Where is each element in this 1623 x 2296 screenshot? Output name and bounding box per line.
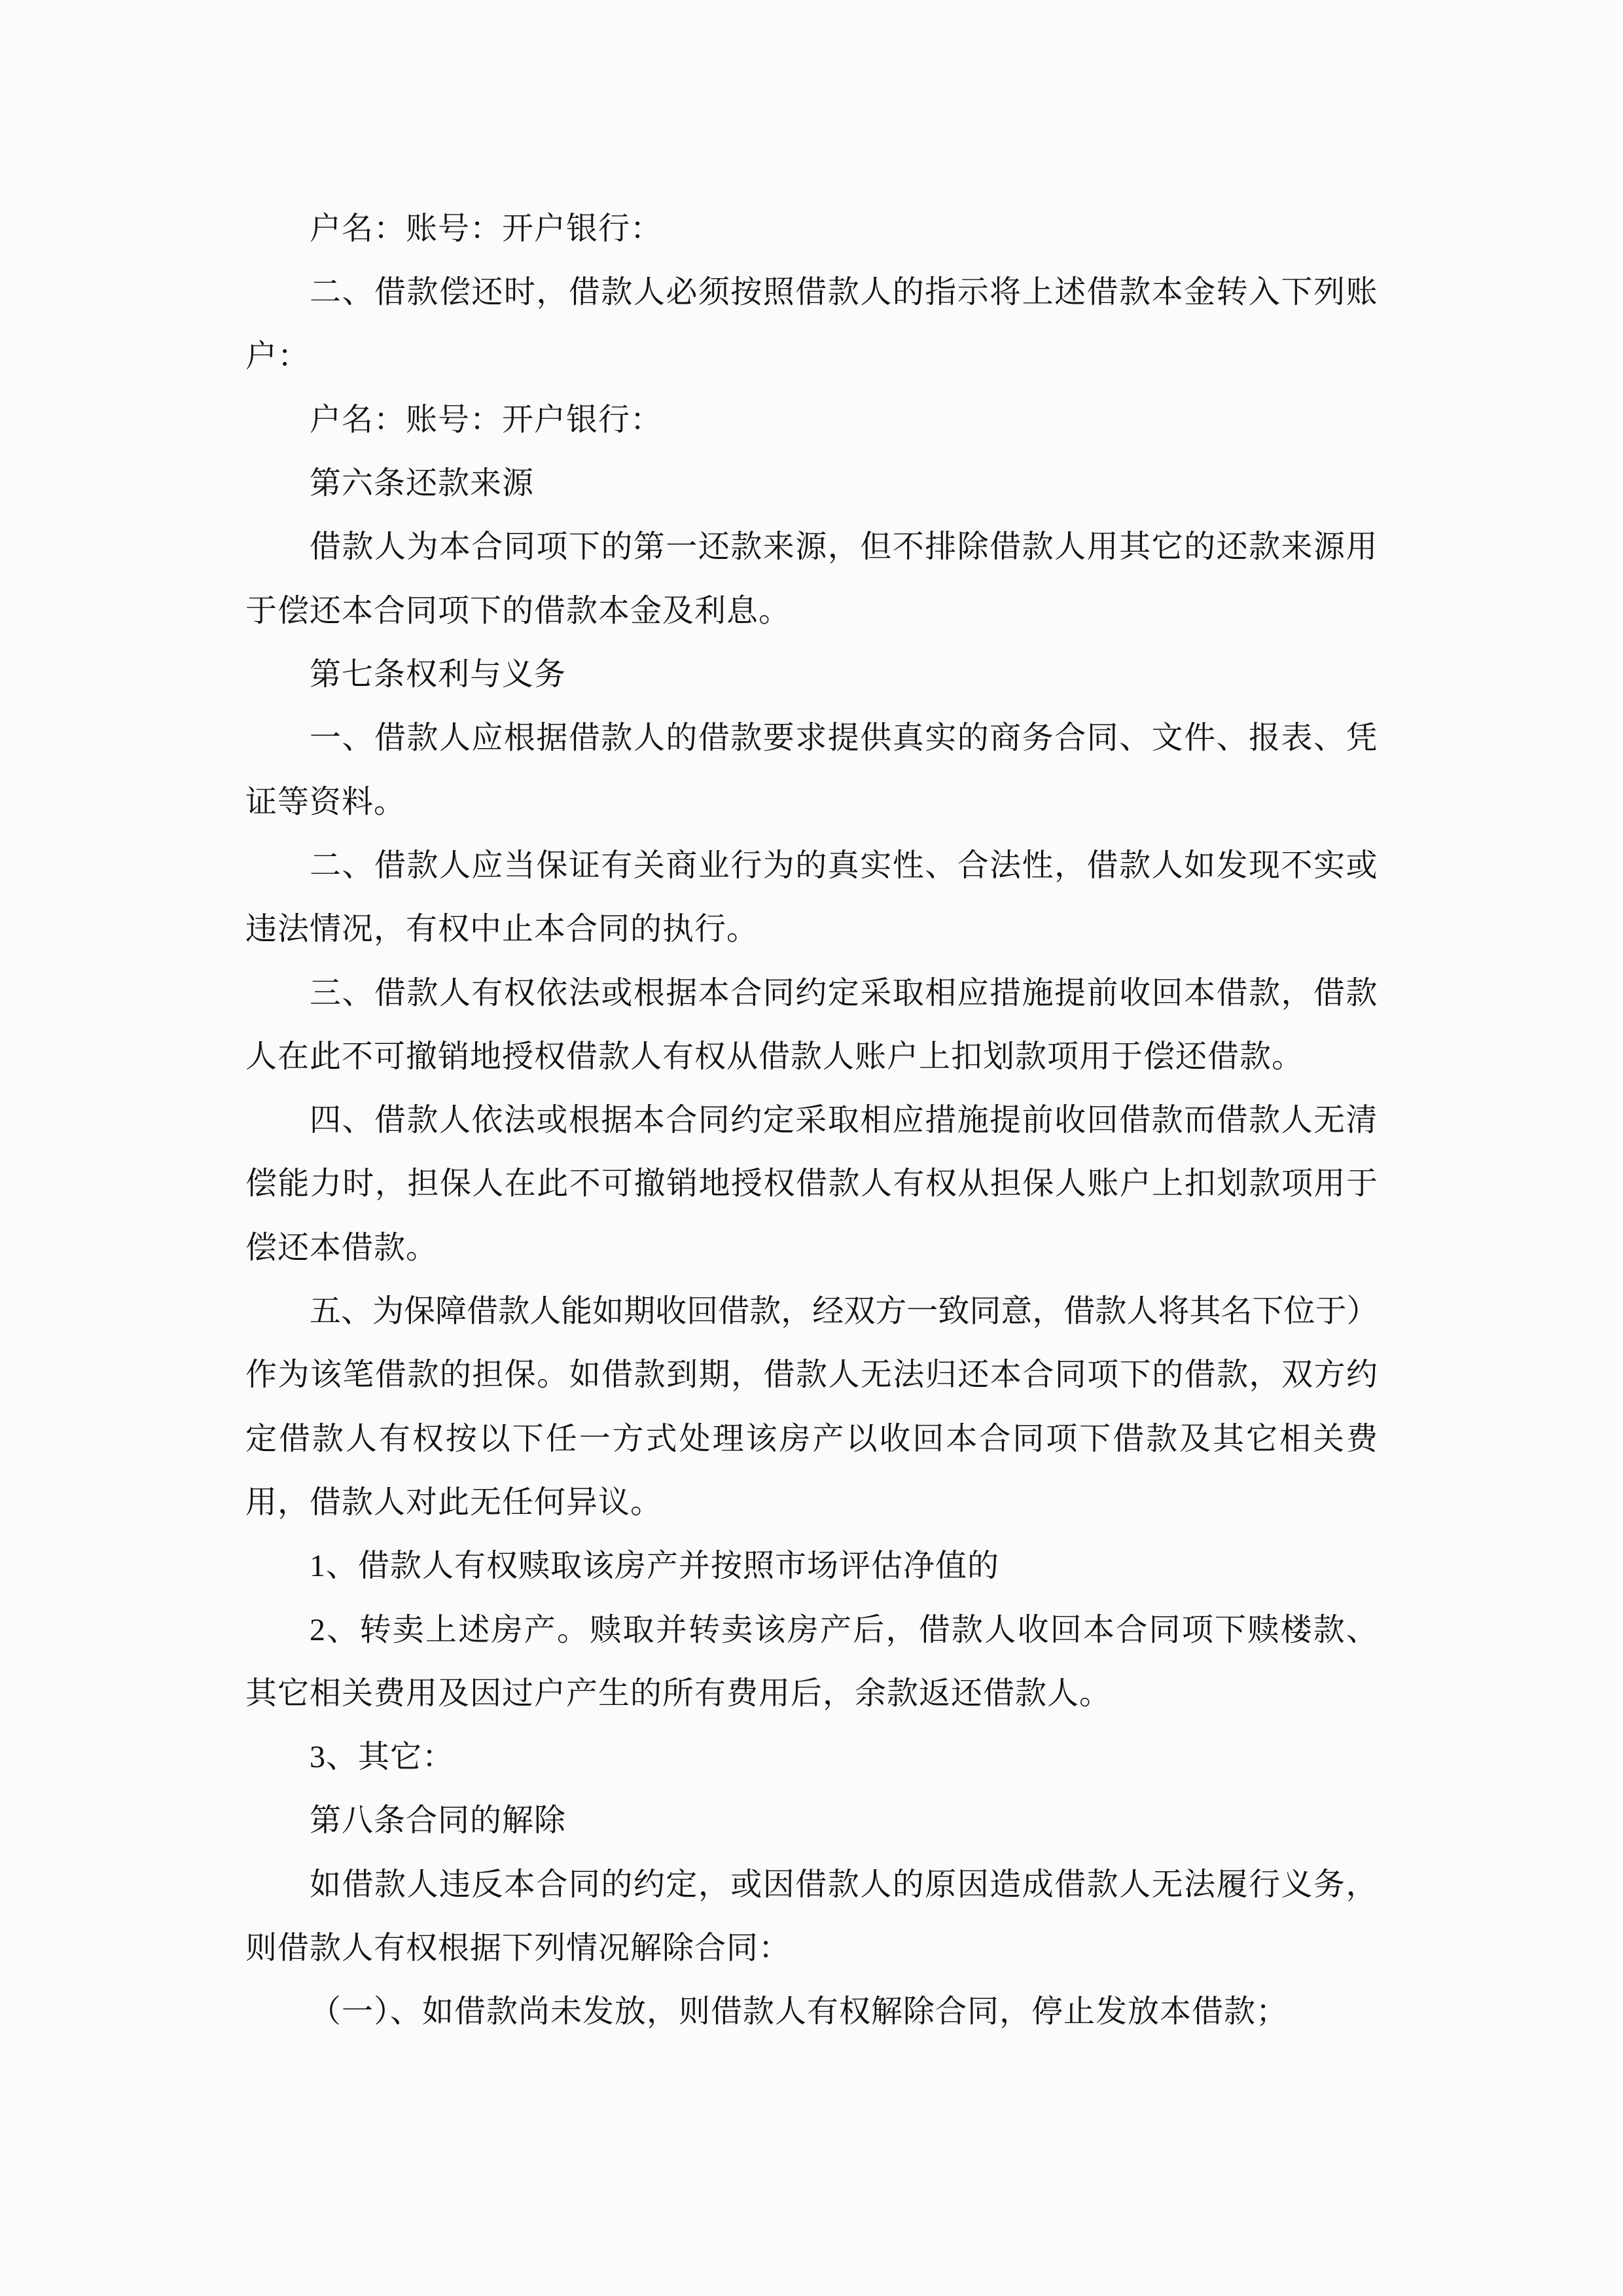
text-line: 第八条合同的解除: [310, 1803, 567, 1839]
text-line: 用，借款人对此无任何异议。: [245, 1484, 663, 1520]
text-line: 作 为 该 笔 借 款 的 担 保 。 如 借 款 到 期 ， 借 款 人 无 法 归 还 本 合 同 项 下 的 借 款 ， 双 方 约: [245, 1357, 1378, 1393]
text-line: 于偿还本合同项下的借款本金及利息。: [245, 593, 791, 628]
text-line: 其它相关费用及因过户产生的所有费用后，余款返还借款人。: [245, 1676, 1112, 1711]
text-line: 则借款人有权根据下列情况解除合同：: [245, 1931, 791, 1966]
text-line: 偿 能 力 时 ， 担 保 人 在 此 不 可 撤 销 地 授 权 借 款 人 有 权 从 担 保 人 账 户 上 扣 划 款 项 用 于: [245, 1166, 1378, 1202]
text-line: （一）、如借款尚未发放，则借款人有权解除合同，停止发放本借款；: [310, 1994, 1289, 2030]
text-line: 3、其它：: [310, 1740, 455, 1775]
text-line: 违法情况，有权中止本合同的执行。: [245, 912, 759, 947]
text-line: 户名：账号：开户银行：: [310, 211, 663, 246]
text-line: 一 、 借 款 人 应 根 据 借 款 人 的 借 款 要 求 提 供 真 实 的 商 务 合 同 、 文 件 、 报 表 、 凭: [310, 721, 1378, 756]
text-line: 二 、 借 款 偿 还 时 ， 借 款 人 必 须 按 照 借 款 人 的 指 示 将 上 述 借 款 本 金 转 入 下 列 账: [310, 275, 1378, 310]
text-line: 如 借 款 人 违 反 本 合 同 的 约 定 ， 或 因 借 款 人 的 原 因 造 成 借 款 人 无 法 履 行 义 务 ，: [310, 1867, 1378, 1902]
document-body: [245, 197, 1378, 2044]
text-line: 第七条权利与义务: [310, 657, 567, 692]
text-line: 人在此不可撤销地授权借款人有权从借款人账户上扣划款项用于偿还借款。: [245, 1039, 1304, 1074]
text-line: 二 、 借 款 人 应 当 保 证 有 关 商 业 行 为 的 真 实 性 、 合 法 性 ， 借 款 人 如 发 现 不 实 或: [310, 848, 1378, 883]
text-line: 五 、 为 保 障 借 款 人 能 如 期 收 回 借 款 ， 经 双 方 一 致 同 意 ， 借 款 人 将 其 名 下 位 于 ）: [310, 1294, 1378, 1329]
text-line: 定 借 款 人 有 权 按 以 下 任 一 方 式 处 理 该 房 产 以 收 回 本 合 同 项 下 借 款 及 其 它 相 关 费: [245, 1421, 1378, 1456]
text-line: 四 、 借 款 人 依 法 或 根 据 本 合 同 约 定 采 取 相 应 措 施 提 前 收 回 借 款 而 借 款 人 无 清: [310, 1103, 1378, 1138]
text-line: 户名：账号：开户银行：: [310, 402, 663, 437]
text-line: 三 、 借 款 人 有 权 依 法 或 根 据 本 合 同 约 定 采 取 相 应 措 施 提 前 收 回 本 借 款 ， 借 款: [310, 975, 1378, 1011]
text-line: 第六条还款来源: [310, 466, 535, 501]
text-line: 2 、 转 卖 上 述 房 产 。 赎 取 并 转 卖 该 房 产 后 ， 借 款 人 收 回 本 合 同 项 下 赎 楼 款 、: [310, 1612, 1378, 1647]
text-line: 偿还本借款。: [245, 1230, 438, 1265]
text-line: 证等资料。: [245, 784, 406, 819]
text-line: 户：: [245, 338, 310, 374]
text-line: 借 款 人 为 本 合 同 项 下 的 第 一 还 款 来 源 ， 但 不 排 除 借 款 人 用 其 它 的 还 款 来 源 用: [310, 529, 1378, 565]
text-line: 1、借款人有权赎取该房产并按照市场评估净值的: [310, 1549, 1000, 1584]
